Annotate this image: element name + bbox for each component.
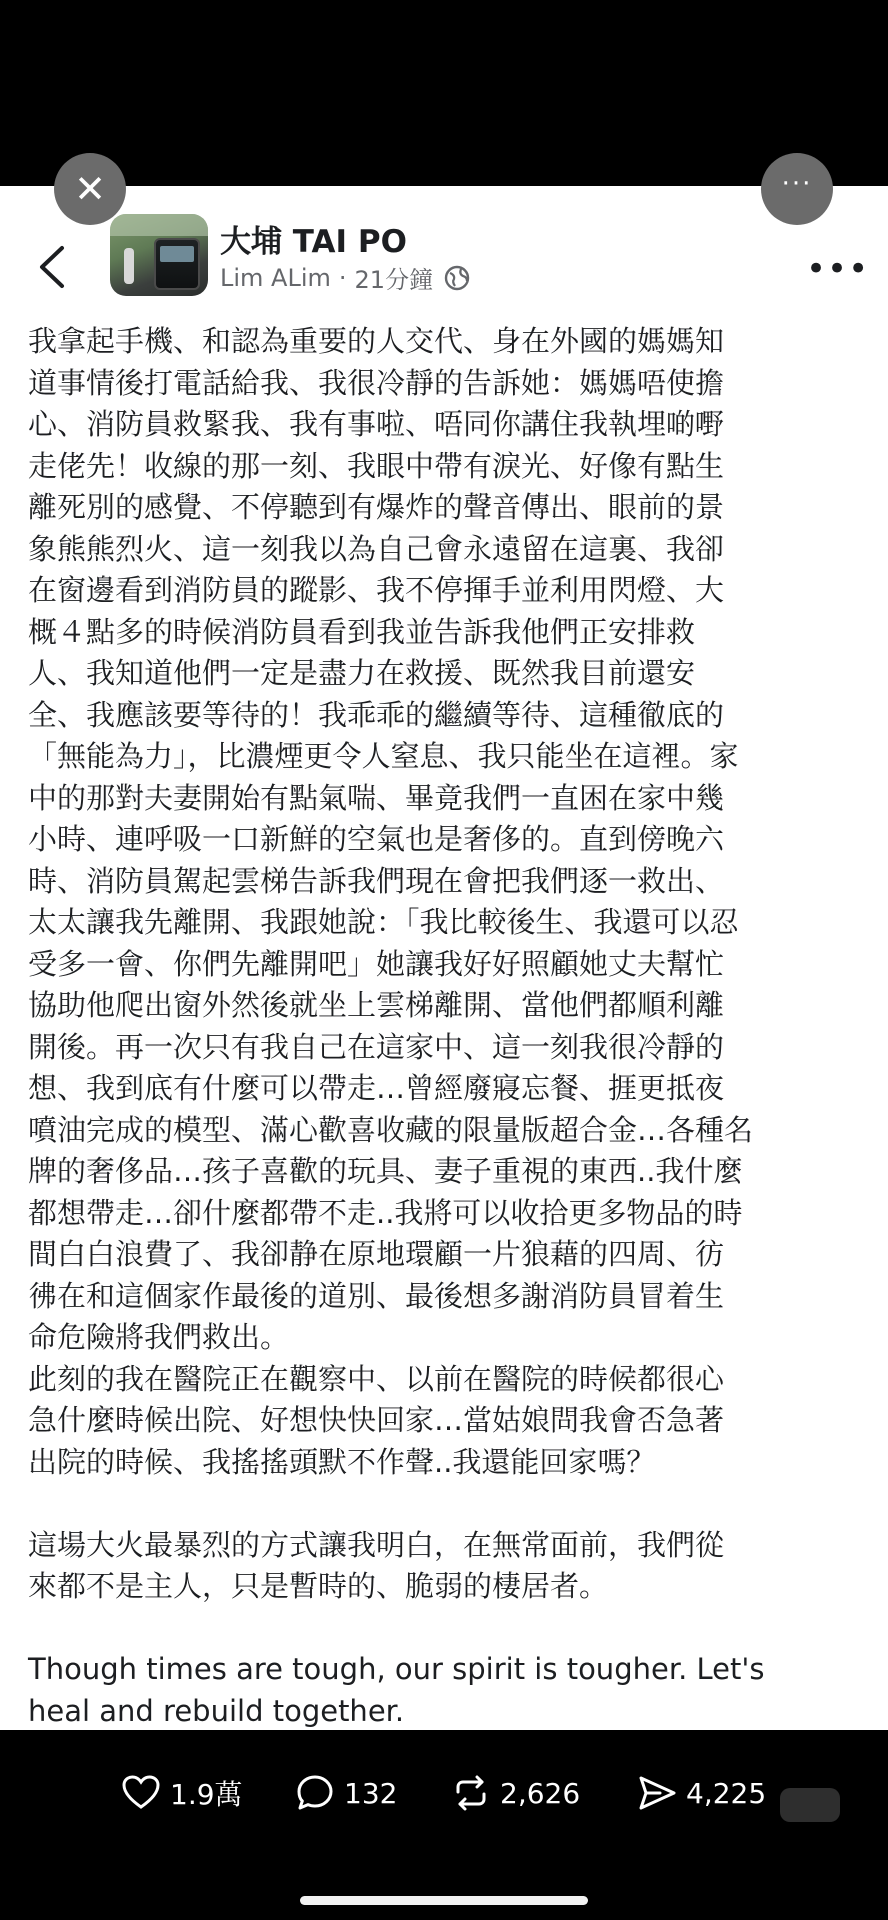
share-button[interactable] (636, 1770, 766, 1816)
share-count: 4,225 (686, 1776, 767, 1810)
post-text-line: 此刻的我在醫院正在觀察中、以前在醫院的時候都很心 (28, 1361, 725, 1396)
post-text-line: 太太讓我先離開、我跟她說：「我比較後生、我還可以忍 (28, 905, 739, 939)
watermark-logo (780, 1788, 840, 1822)
post-text-line: 來都不是主人，只是暫時的、脆弱的棲居者。 (28, 1569, 609, 1603)
globe-icon (443, 264, 471, 292)
post-text-line: 時、消防員駕起雲梯告訴我們現在會把我們逐一救出、 (28, 863, 725, 898)
paragraph-gap (28, 1483, 868, 1525)
post-text-line: 都想帶走…卻什麼都帶不走..我將可以收拾更多物品的時 (28, 1195, 743, 1230)
post-text-line: 中的那對夫妻開始有點氣喘、畢竟我們一直困在家中幾 (28, 780, 725, 815)
comment-count: 132 (344, 1776, 398, 1810)
post-meta (220, 260, 471, 295)
post-text-line: 我拿起手機、和認為重要的人交代、身在外國的媽媽知 (28, 324, 725, 358)
post-text-line: 命危險將我們救出。 (28, 1320, 290, 1354)
post-text-line: 離死別的感覺、不停聽到有爆炸的聲音傳出、眼前的景 (28, 490, 725, 524)
like-count: 1.9萬 (170, 1778, 243, 1811)
post-text-line: 走佬先！收線的那一刻、我眼中帶有淚光、好像有點生 (28, 448, 725, 483)
back-chevron-icon[interactable] (34, 242, 70, 292)
send-icon (636, 1772, 678, 1814)
post-more-button[interactable]: ••• (806, 249, 870, 289)
post-body (28, 321, 868, 1732)
post-text-line: 這場大火最暴烈的方式讓我明白，在無常面前，我們從 (28, 1527, 725, 1562)
close-icon: ✕ (74, 167, 106, 211)
post-card (0, 186, 888, 1730)
page-name[interactable]: 大埔 TAI PO (220, 224, 407, 260)
top-black-area (0, 0, 888, 186)
post-text-line: 小時、連呼吸一口新鮮的空氣也是奢侈的。直到傍晚六 (28, 822, 725, 856)
post-text-line: 「無能為力」，比濃煙更令人窒息、我只能坐在這裡。家 (28, 739, 739, 773)
post-text-line: Though times are tough, our spirit is tougher. Let's (28, 1652, 765, 1686)
post-text-line: 噴油完成的模型、滿心歡喜收藏的限量版超合金…各種名 (28, 1112, 754, 1147)
paragraph-gap (28, 1608, 868, 1650)
home-indicator[interactable] (300, 1896, 588, 1905)
post-text-line: 協助他爬出窗外然後就坐上雲梯離開、當他們都順利離 (28, 988, 725, 1022)
post-time[interactable]: 21分鐘 (354, 266, 434, 294)
repost-count: 2,626 (500, 1776, 581, 1810)
meta-separator: · (338, 263, 347, 292)
repost-icon (450, 1772, 492, 1814)
post-text-line: 全、我應該要等待的！我乖乖的繼續等待、這種徹底的 (28, 697, 725, 732)
heart-icon (120, 1772, 162, 1814)
comment-icon (294, 1772, 336, 1814)
comment-button[interactable] (294, 1770, 397, 1816)
post-header (0, 186, 888, 322)
post-text-line: 象熊熊烈火、這一刻我以為自己會永遠留在這裏、我卻 (28, 531, 725, 566)
action-bar (0, 1730, 888, 1920)
post-text-line: heal and rebuild together. (28, 1693, 405, 1728)
repost-button[interactable] (450, 1770, 580, 1816)
post-text-line: 心、消防員救緊我、我有事啦、唔同你講住我執埋啲嘢 (28, 407, 725, 441)
more-horizontal-icon: ··· (781, 169, 813, 199)
post-text-line: 間白白浪費了、我卻静在原地環顧一片狼藉的四周、彷 (28, 1237, 725, 1271)
post-text-line: 道事情後打電話給我、我很冷靜的告訴她：媽媽唔使擔 (28, 365, 725, 400)
post-text-line: 彿在和這個家作最後的道別、最後想多謝消防員冒着生 (28, 1278, 725, 1313)
post-text-line: 牌的奢侈品…孩子喜歡的玩具、妻子重視的東西..我什麼 (28, 1154, 743, 1188)
post-text-line: 在窗邊看到消防員的蹤影、我不停揮手並利用閃燈、大 (28, 573, 725, 607)
like-button[interactable] (120, 1770, 243, 1816)
post-text-line: 出院的時候、我搖搖頭默不作聲..我還能回家嗎？ (28, 1444, 656, 1479)
close-button[interactable] (54, 153, 126, 225)
post-text-line: 想、我到底有什麼可以帶走…曾經廢寢忘餐、捱更抵夜 (28, 1071, 725, 1105)
post-text-line: 開後。再一次只有我自己在這家中、這一刻我很冷靜的 (28, 1029, 725, 1064)
post-text-line: 急什麼時候出院、好想快快回家…當姑娘問我會否急著 (28, 1403, 725, 1437)
post-text-line: 受多一會、你們先離開吧」她讓我好好照顧她丈夫幫忙 (28, 946, 725, 981)
author-name[interactable]: Lim ALim (220, 263, 331, 292)
post-text-line: 概４點多的時候消防員看到我並告訴我他們正安排救 (28, 614, 696, 649)
overlay-more-button[interactable] (761, 153, 833, 225)
page-avatar[interactable] (110, 214, 208, 296)
post-text-line: 人、我知道他們一定是盡力在救援、既然我目前還安 (28, 656, 696, 690)
